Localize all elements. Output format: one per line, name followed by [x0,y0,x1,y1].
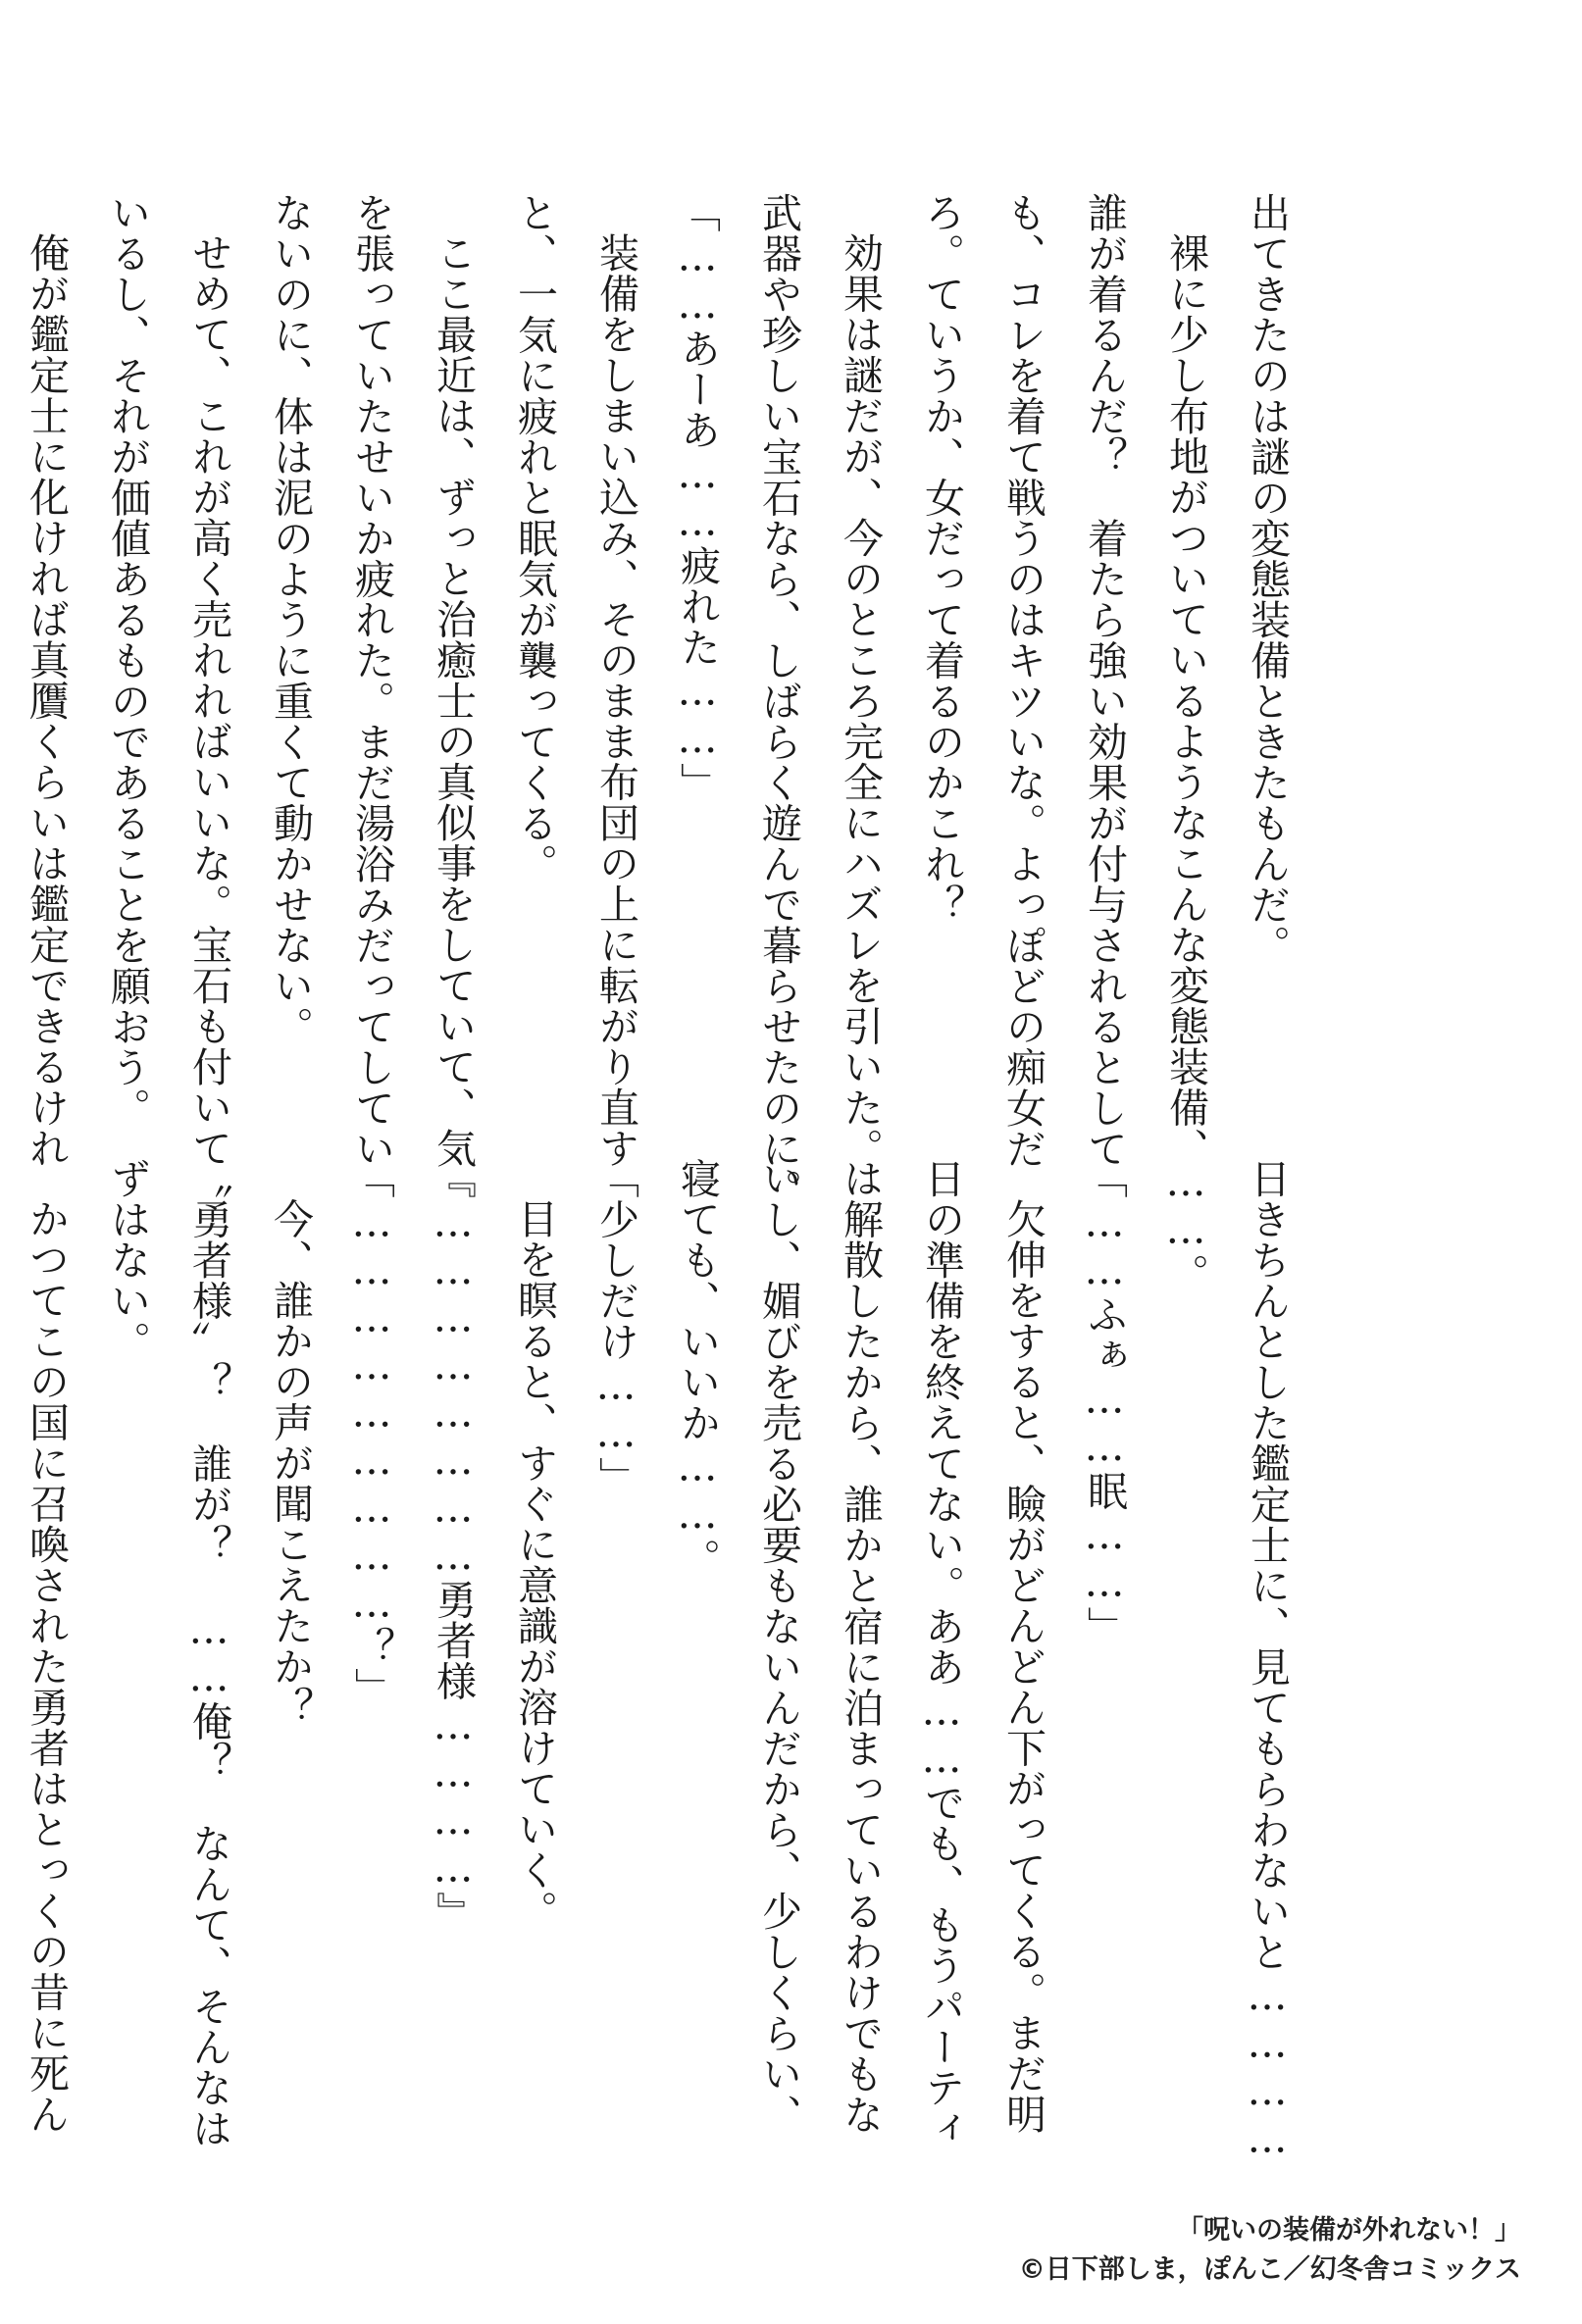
text-line [0,1158,5,2041]
text-line: 「………………………？」 [348,1158,395,1708]
text-line: ろ。ていうか、女だって着るのかこれ？ [918,192,965,925]
text-line: ずはない。 [104,1158,151,1362]
text-line: 「少しだけ……」 [592,1158,639,1497]
text-line: は解散したから、誰かと宿に泊まっているわけでもな [837,1158,884,2135]
text-line: ないのに、体は泥のように重くて動かせない。 [267,192,314,1047]
text-block-top [23,192,1307,1210]
text-block-bottom [23,1158,1307,2162]
text-line: 今、誰かの声が聞こえたか？ [267,1198,314,1728]
text-line: 欠伸をすると、瞼がどんどん下がってくる。まだ明 [999,1198,1046,2135]
text-line: 日きちんとした鑑定士に、見てもらわないと………… [1244,1158,1291,2162]
book-title: 「呪いの装備が外れない！」 [1177,2215,1521,2246]
text-line: 「……あーあ……疲れた……」 [674,192,721,803]
text-line: ここ最近は、ずっと治癒士の真似事をしていて、気 [430,232,477,1169]
text-line: 日の準備を終えてない。ああ……でも、もうパーティ [918,1158,965,2148]
text-line: かつてこの国に召喚された勇者はとっくの昔に死ん [23,1198,70,2135]
text-line: 〝勇者様〟？ 誰が？ ……俺？ なんて、そんなは [185,1158,232,2148]
text-line: 寝ても、いいか……。 [674,1158,721,1579]
text-line: 誰が着るんだ？ 着たら強い効果が付与されるとして [1081,192,1128,1169]
text-line [0,192,5,1075]
text-line: 「……ふぁ……眠……」 [1081,1158,1128,1647]
text-line: も、コレを着て戦うのはキツいな。よっぽどの痴女だ [999,192,1046,1169]
text-line: と、一気に疲れと眠気が襲ってくる。 [511,192,558,884]
text-line: いるし、それが価値あるものであることを願おう。 [104,192,151,1129]
copyright-credit: ©日下部しま，ぽんこ／幻冬舎コミックス [1018,2254,1521,2285]
text-line: 裸に少し布地がついているようなこんな変態装備、 [1162,232,1209,1169]
text-line: 『……………………勇者様…………』 [430,1158,477,1933]
text-line: いし、媚びを売る必要もないんだから、少しくらい、 [755,1158,802,2135]
text-line: 効果は謎だが、今のところ完全にハズレを引いた。 [837,232,884,1169]
text-line: 目を瞑ると、すぐに意識が溶けていく。 [511,1198,558,1931]
text-line: せめて、これが高く売れればいいな。宝石も付いて [185,232,232,1169]
copyright-footer [1019,2211,1521,2290]
text-line: 装備をしまい込み、そのまま布団の上に転がり直す [592,232,639,1169]
text-line: 出てきたのは謎の変態装備ときたもんだ。 [1244,192,1291,966]
text-line: 俺が鑑定士に化ければ真贋くらいは鑑定できるけれ [23,232,70,1169]
text-line: を張っていたせいか疲れた。まだ湯浴みだってしてい [348,192,395,1169]
text-line: ……。 [1162,1158,1209,1294]
text-line: 武器や珍しい宝石なら、しばらく遊んで暮らせたのに。 [755,192,802,1210]
